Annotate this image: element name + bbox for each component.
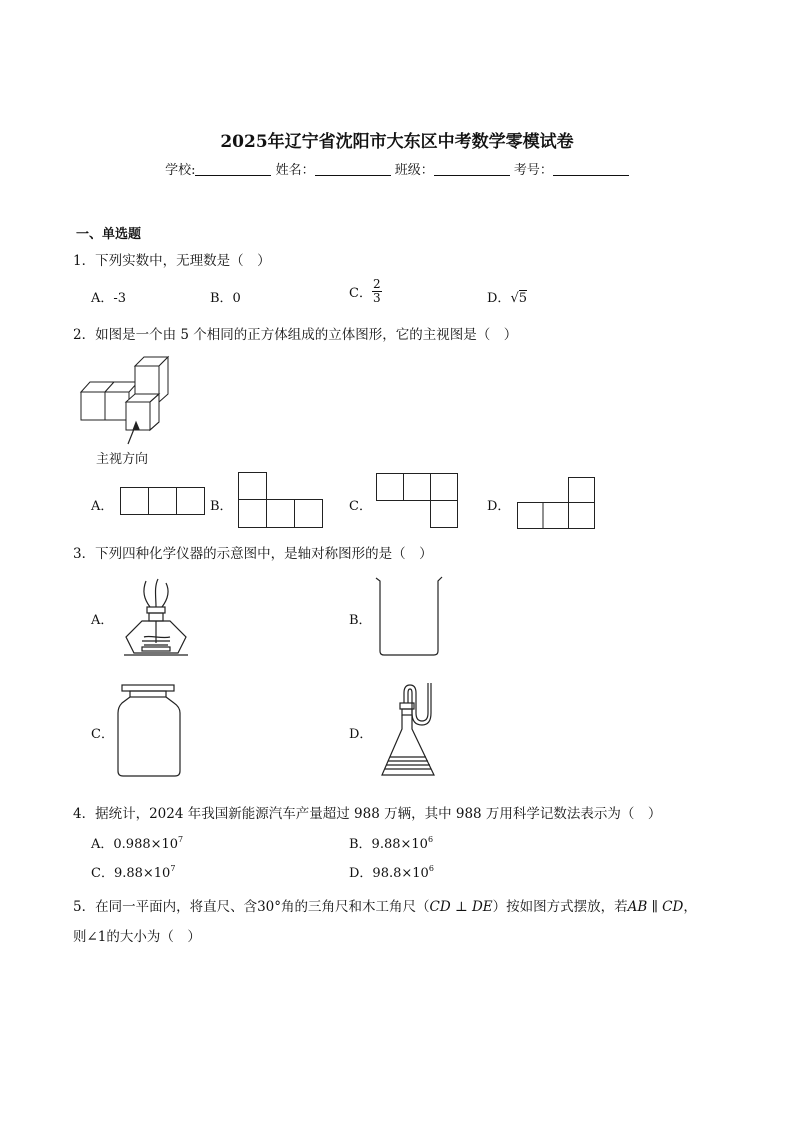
- q2-option-c: C．: [349, 499, 372, 514]
- q3-option-a: A．: [91, 613, 114, 628]
- class-blank[interactable]: [434, 162, 510, 176]
- q1-option-d: D．√5: [487, 291, 528, 306]
- q2-figure-a: [120, 487, 205, 515]
- q1-option-a: A．-3: [91, 291, 127, 306]
- exam-no-label: 考号：: [513, 163, 553, 178]
- alcohol-lamp-icon: [120, 577, 192, 659]
- question-3: 3．下列四种化学仪器的示意图中，是轴对称图形的是（ ）: [73, 546, 433, 562]
- name-label: 姓名：: [275, 163, 315, 178]
- q1-option-b: B．0: [210, 291, 241, 306]
- q3-option-c: C．: [91, 727, 114, 742]
- section-heading: 一、单选题: [76, 227, 142, 242]
- exam-no-blank[interactable]: [553, 162, 629, 176]
- q2-option-a: A．: [91, 499, 114, 514]
- question-4: 4．据统计，2024 年我国新能源汽车产量超过 988 万辆，其中 988 万用科学记数法表示为（ ）: [73, 806, 662, 822]
- q3-option-b: B．: [349, 613, 372, 628]
- q4-option-a: A．$0.988\times 10^7$: [91, 835, 184, 852]
- q2-option-b: B．: [210, 499, 233, 514]
- q2-figure-d: [517, 477, 595, 529]
- q3-option-d: D．: [349, 727, 373, 742]
- q1-option-c: C． $\frac{2}{3}$: [349, 277, 381, 305]
- page-title: 2025年辽宁省沈阳市大东区中考数学零模试卷: [220, 132, 574, 152]
- question-5-line-1: 5．在同一平面内，将直尺、含30°角的三角尺和木工角尺（CD ⊥ DE）按如图方式摆放，若AB ∥ CD，: [73, 899, 697, 915]
- fraction: $\frac{2}{3}$: [372, 277, 381, 305]
- cube-stack-figure: [78, 356, 178, 446]
- q2-option-d: D．: [487, 499, 511, 514]
- q2-figure-b: [238, 472, 323, 528]
- school-blank[interactable]: [195, 162, 271, 176]
- reagent-bottle-icon: [116, 683, 182, 779]
- beaker-icon: [374, 575, 446, 657]
- name-blank[interactable]: [315, 162, 391, 176]
- question-2: 2．如图是一个由 5 个相同的正方体组成的立体图形，它的主视图是（ ）: [73, 327, 518, 343]
- flask-apparatus-icon: [378, 681, 444, 781]
- question-1: 1．下列实数中，无理数是（ ）: [73, 253, 271, 269]
- q4-option-b: B．$9.88\times 10^6$: [349, 835, 434, 852]
- view-direction-caption: 主视方向: [96, 452, 149, 467]
- question-5-line-2: 则∠1的大小为（ ）: [73, 929, 201, 945]
- q2-figure-c: [376, 473, 458, 528]
- student-info-line: [0, 159, 794, 178]
- school-label: 学校:: [165, 163, 196, 178]
- class-label: 班级：: [394, 163, 434, 178]
- sqrt-symbol: √: [510, 291, 519, 306]
- q4-option-d: D．$98.8\times 10^6$: [349, 864, 434, 881]
- q4-option-c: C．$9.88\times 10^7$: [91, 864, 176, 881]
